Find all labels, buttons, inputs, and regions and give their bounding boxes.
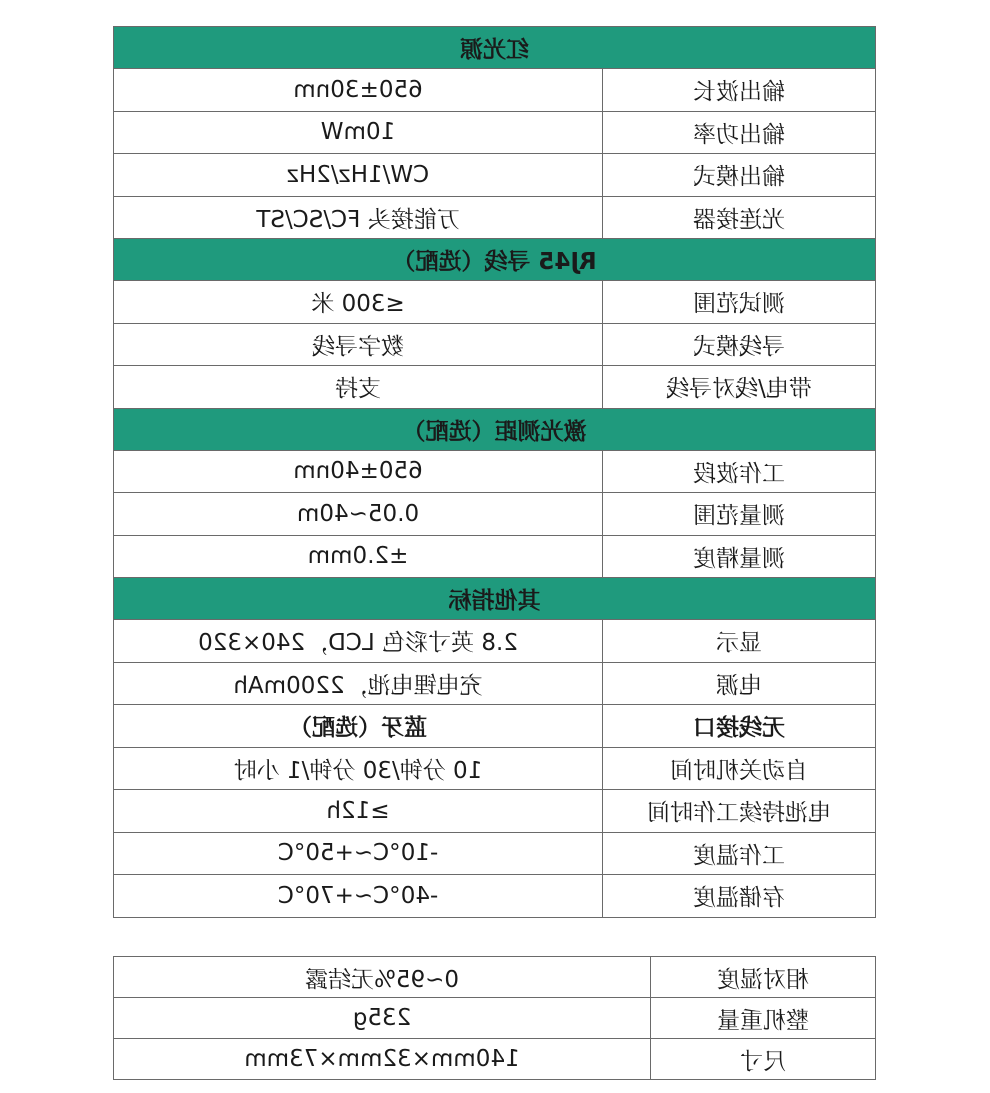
spec-value: 蓝牙（选配） bbox=[114, 705, 603, 748]
spec-label: 测试范围 bbox=[603, 281, 876, 324]
spec-value: 2.8 英寸彩色 LCD，240×320 bbox=[114, 620, 603, 663]
spec-label: 带电/线对寻线 bbox=[603, 366, 876, 409]
spec-label: 电源 bbox=[603, 662, 876, 705]
section-header-row bbox=[114, 578, 876, 620]
table-row bbox=[114, 281, 876, 324]
spec-value: ±2.0mm bbox=[114, 535, 603, 578]
spec-label: 整机重量 bbox=[651, 998, 876, 1039]
table-row bbox=[114, 875, 876, 918]
spec-table-body bbox=[114, 27, 876, 918]
spec-value: -40°C~+70°C bbox=[114, 875, 603, 918]
spec-value: 140mm×32mm×73mm bbox=[114, 1039, 651, 1080]
spec-label: 测量精度 bbox=[603, 535, 876, 578]
table-row bbox=[114, 69, 876, 112]
section-title: 激光测距（选配） bbox=[114, 408, 876, 450]
table-row bbox=[114, 535, 876, 578]
table-row bbox=[114, 705, 876, 748]
section-header-row bbox=[114, 239, 876, 281]
spec-label: 光连接器 bbox=[603, 196, 876, 239]
spec-label: 寻线模式 bbox=[603, 323, 876, 366]
spec-label: 电池持续工作时间 bbox=[603, 790, 876, 833]
spec-label: 相对湿度 bbox=[651, 957, 876, 998]
table-row bbox=[114, 790, 876, 833]
spec-label: 输出功率 bbox=[603, 111, 876, 154]
spec-value: 650±30nm bbox=[114, 69, 603, 112]
spec-label: 测量范围 bbox=[603, 493, 876, 536]
spec-value: 650±40nm bbox=[114, 450, 603, 493]
spec-table bbox=[113, 26, 876, 918]
table-row bbox=[114, 1039, 876, 1080]
spec-value: 0.05~40m bbox=[114, 493, 603, 536]
spec-label: 尺寸 bbox=[651, 1039, 876, 1080]
spec-label: 输出模式 bbox=[603, 154, 876, 197]
spec-label: 工作波段 bbox=[603, 450, 876, 493]
spec-label: 显示 bbox=[603, 620, 876, 663]
table-row bbox=[114, 493, 876, 536]
table-row bbox=[114, 450, 876, 493]
spec-value: 数字寻线 bbox=[114, 323, 603, 366]
table-row bbox=[114, 832, 876, 875]
table-row bbox=[114, 154, 876, 197]
section-header-row bbox=[114, 27, 876, 69]
spec-value: 充电锂电池，2200mAh bbox=[114, 662, 603, 705]
spec-value: 万能接头 FC/SC/ST bbox=[114, 196, 603, 239]
spec-value: ≥12h bbox=[114, 790, 603, 833]
table-row bbox=[114, 620, 876, 663]
section-header-row bbox=[114, 408, 876, 450]
spec-label: 无线接口 bbox=[603, 705, 876, 748]
spec-value: -10°C~+50°C bbox=[114, 832, 603, 875]
spec-label: 输出波长 bbox=[603, 69, 876, 112]
table-row bbox=[114, 998, 876, 1039]
section-title: 红光源 bbox=[114, 27, 876, 69]
table-row bbox=[114, 957, 876, 998]
table-row bbox=[114, 662, 876, 705]
spec-value: 0~95%无结露 bbox=[114, 957, 651, 998]
table-row bbox=[114, 747, 876, 790]
spec-label: 存储温度 bbox=[603, 875, 876, 918]
spec-value: ≤300 米 bbox=[114, 281, 603, 324]
spec-value: CW/1Hz/2Hz bbox=[114, 154, 603, 197]
table-row bbox=[114, 323, 876, 366]
spec-label: 工作温度 bbox=[603, 832, 876, 875]
table-row bbox=[114, 366, 876, 409]
spec-value: 支持 bbox=[114, 366, 603, 409]
table-row bbox=[114, 111, 876, 154]
spec-label: 自动关机时间 bbox=[603, 747, 876, 790]
extra-table-body bbox=[114, 957, 876, 1080]
spec-value: 10 分钟/30 分钟/1 小时 bbox=[114, 747, 603, 790]
section-title: RJ45 寻线（选配） bbox=[114, 239, 876, 281]
table-row bbox=[114, 196, 876, 239]
spec-value: 235g bbox=[114, 998, 651, 1039]
spec-value: 10mW bbox=[114, 111, 603, 154]
extra-spec-table bbox=[113, 956, 876, 1080]
section-title: 其他指标 bbox=[114, 578, 876, 620]
